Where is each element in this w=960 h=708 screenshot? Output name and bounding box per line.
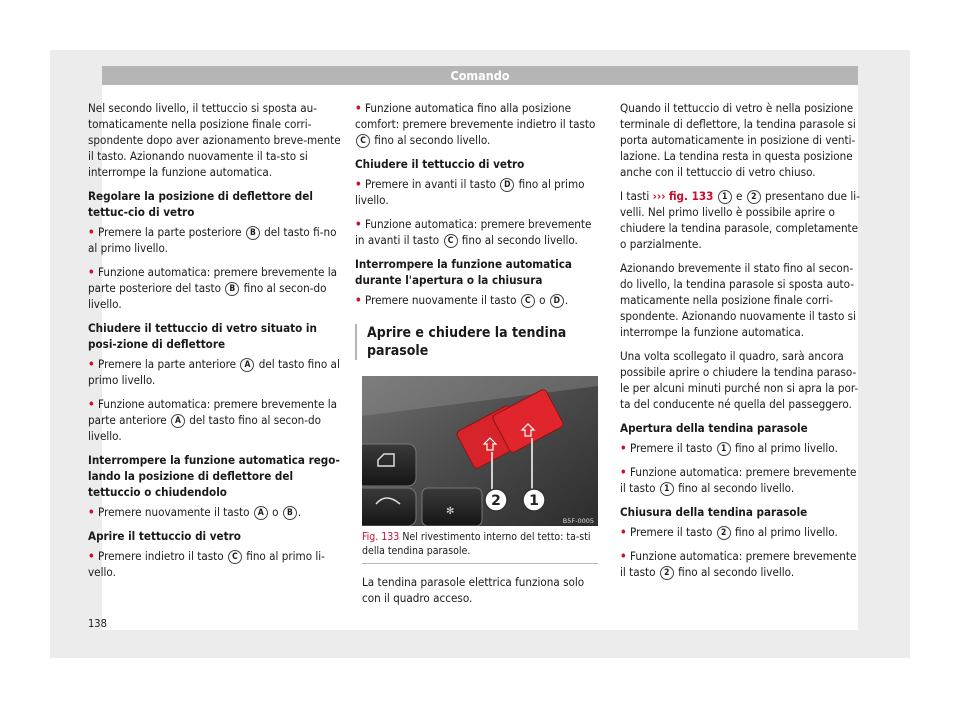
key-label-c: C — [228, 550, 242, 564]
intro-paragraph: Nel secondo livello, il tettuccio si sposta au-tomaticamente nella posizione finale corri-spondente dopo aver azionamento breve-mente il tasto. Azionando nuovamente il ta-sto si interrompe la funzione automatica. — [88, 101, 341, 179]
key-label-b: B — [283, 506, 297, 520]
bullet-icon: • — [88, 397, 95, 411]
callout-label-2: 2 — [491, 493, 501, 509]
bullet-icon: • — [620, 525, 627, 539]
bullet-item: • Funzione automatica: premere brevemente la parte posteriore del tasto B fino al secon-do livello. — [88, 265, 338, 311]
roof-button — [362, 488, 416, 526]
column-3 — [620, 100, 860, 581]
bullet-item: • Premere nuovamente il tasto C o D . — [355, 293, 569, 307]
key-label-b: B — [246, 226, 260, 240]
heading-interrupt-deflector: Interrompere la funzione automatica rego-lando la posizione di deflettore del tettuccio o chiudendolo — [88, 453, 340, 499]
bullet-item: • Premere il tasto 2 fino al primo livello. — [620, 525, 838, 539]
bullet-icon: • — [355, 293, 362, 307]
heading-interrupt-open-close: Interrompere la funzione automatica durante l'apertura o la chiusura — [355, 257, 572, 287]
reading-light-button — [362, 444, 416, 486]
bullet-icon: • — [88, 225, 95, 239]
bullet-item: • Funzione automatica fino alla posizione comfort: premere brevemente indietro il tasto C fino al secondo livello. — [355, 101, 596, 147]
bullet-item: • Funzione automatica: premere brevemente in avanti il tasto C fino al secondo livello. — [355, 217, 592, 247]
bullet-item: • Premere la parte anteriore A del tasto fino al primo livello. — [88, 357, 340, 387]
paragraph: Azionando brevemente il stato fino al secon-do livello, la tendina parasole si sposta auto-maticamente nella posizione finale corri-spondente. Azionando nuovamente il tasto si interrompe la funzione automatica. — [620, 261, 856, 339]
sunshade-power-note: La tendina parasole elettrica funziona solo con il quadro acceso. — [362, 575, 585, 605]
figure-code: B5F-0005 — [562, 517, 594, 525]
heading-close-deflector: Chiudere il tettuccio di vetro situato in posi-zione di deflettore — [88, 321, 317, 351]
bullet-icon: • — [355, 177, 362, 191]
bullet-item: • Funzione automatica: premere brevemente il tasto 1 fino al secondo livello. — [620, 465, 857, 495]
callout-label-1: 1 — [529, 493, 539, 509]
section-title: Aprire e chiudere la tendina parasole — [355, 324, 600, 360]
figure-link[interactable]: fig. 133 — [668, 189, 714, 203]
bullet-item: • Premere indietro il tasto C fino al primo li-vello. — [88, 549, 325, 579]
paragraph: Una volta scollegato il quadro, sarà ancora possibile aprire o chiudere la tendina paraso-le per alcuni minuti purché non si apra la por-ta del conducente né quella del passeggero. — [620, 349, 859, 411]
heading-close-sunshade: Chiusura della tendina parasole — [620, 505, 808, 519]
key-label-1: 1 — [717, 442, 731, 456]
bullet-item: • Premere in avanti il tasto D fino al primo livello. — [355, 177, 585, 207]
cross-reference-arrow: ››› — [652, 189, 666, 203]
heading-deflector-position: Regolare la posizione di deflettore del tettuc-cio di vetro — [88, 189, 313, 219]
caption-divider — [362, 563, 598, 564]
bullet-icon: • — [88, 357, 95, 371]
bullet-icon: • — [620, 465, 627, 479]
caption-text: Nel rivestimento interno del tetto: ta-sti della tendina parasole. — [362, 531, 591, 557]
page-header: Comando — [102, 66, 858, 85]
paragraph: Quando il tettuccio di vetro è nella posizione terminale di deflettore, la tendina parasole si porta automaticamente in posizione di venti-lazione. La tendina resta in questa posizione anche con il tettuccio di vetro chiuso. — [620, 101, 856, 179]
fan-icon: ✻ — [446, 506, 455, 517]
bullet-item: • Premere il tasto 1 fino al primo livello. — [620, 441, 838, 455]
bullet-item: • Funzione automatica: premere brevemente il tasto 2 fino al secondo livello. — [620, 549, 857, 579]
key-label-d: D — [500, 178, 514, 192]
key-label-a: A — [254, 506, 268, 520]
paragraph: I tasti ››› fig. 133 1 e 2 presentano due li-velli. Nel primo livello è possibile aprire o chiudere la tendina parasole, completamente o parzialmente. — [620, 189, 860, 251]
key-label-2: 2 — [717, 526, 731, 540]
sunshade-buttons-illustration — [362, 376, 598, 526]
bullet-item: • Premere la parte posteriore B del tasto fi-no al primo livello. — [88, 225, 337, 255]
heading-open-sunshade: Apertura della tendina parasole — [620, 421, 808, 435]
key-label-1: 1 — [660, 482, 674, 496]
key-label-a: A — [171, 414, 185, 428]
column-2 — [355, 100, 600, 360]
heading-close-roof: Chiudere il tettuccio di vetro — [355, 157, 525, 171]
figure-133 — [362, 376, 598, 526]
key-label-2: 2 — [747, 190, 761, 204]
bullet-icon: • — [620, 549, 627, 563]
key-label-d: D — [550, 294, 564, 308]
heading-open-roof: Aprire il tettuccio di vetro — [88, 529, 241, 543]
key-label-1: 1 — [718, 190, 732, 204]
key-label-c: C — [521, 294, 535, 308]
bullet-icon: • — [88, 549, 95, 563]
column-1 — [88, 100, 343, 581]
bullet-icon: • — [355, 217, 362, 231]
key-label-a: A — [240, 358, 254, 372]
key-label-c: C — [356, 134, 370, 148]
figure-label: Fig. 133 — [362, 531, 400, 543]
bullet-item: • Funzione automatica: premere brevemente la parte anteriore A del tasto fino al secon-do livello. — [88, 397, 338, 443]
bullet-icon: • — [88, 265, 95, 279]
key-label-b: B — [225, 282, 239, 296]
bullet-item: • Premere nuovamente il tasto A o B . — [88, 505, 302, 519]
bullet-icon: • — [355, 101, 362, 115]
bullet-icon: • — [620, 441, 627, 455]
page-number: 138 — [88, 617, 107, 630]
figure-caption — [362, 530, 598, 558]
key-label-c: C — [444, 234, 458, 248]
bullet-icon: • — [88, 505, 95, 519]
key-label-2: 2 — [660, 566, 674, 580]
